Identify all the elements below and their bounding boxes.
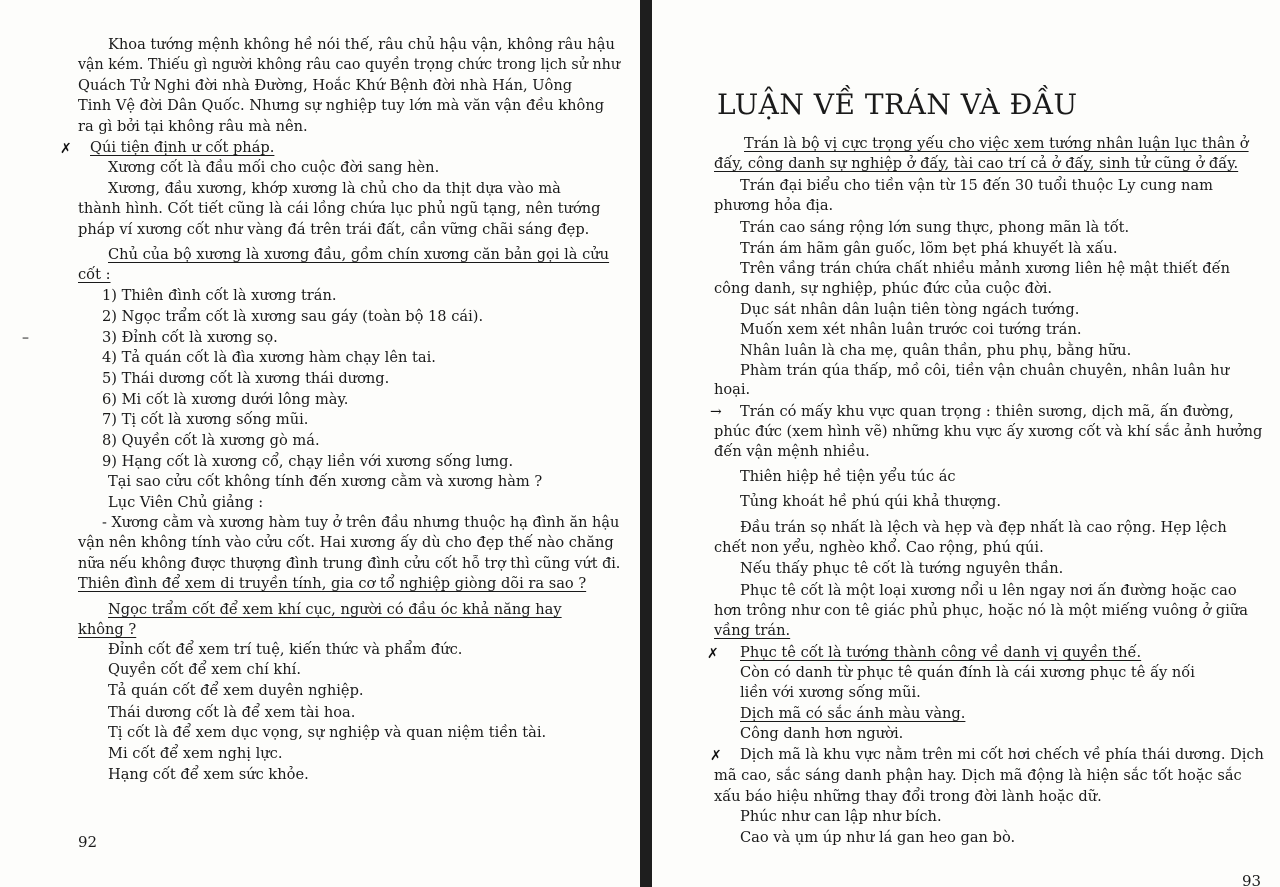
- list-item: 5) Thái dương cốt là xương thái dương.: [102, 370, 390, 387]
- text-line: không ?: [78, 621, 137, 638]
- text-line: nữa nếu không được thượng đình trung đình cửu cốt hỗ trợ thì cũng vứt đi.: [78, 555, 621, 572]
- text-line: Xương, đầu xương, khớp xương là chủ cho da thịt dựa vào mà: [108, 180, 561, 197]
- pen-mark-icon: →: [710, 404, 722, 420]
- section-heading: Qúi tiện định ư cốt pháp.: [90, 139, 275, 156]
- pen-mark-icon: ✗: [707, 646, 719, 662]
- text-line: Chủ của bộ xương là xương đầu, gồm chín xương căn bản gọi là cửu: [108, 246, 610, 263]
- text-line: cốt :: [78, 266, 111, 283]
- page-number: 93: [1242, 872, 1262, 887]
- chapter-title: LUẬN VỀ TRÁN VÀ ĐẦU: [717, 88, 1078, 121]
- text-line: vận nên không tính vào cửu cốt. Hai xương ấy dù cho đẹp thế nào chăng: [78, 534, 614, 551]
- text-line: Thiên đình để xem di truyền tính, gia cơ tổ nghiệp giòng dõi ra sao ?: [78, 575, 587, 592]
- text-line: xấu báo hiệu những thay đổi trong đời lành hoặc dữ.: [714, 788, 1102, 805]
- text-line: phúc đức (xem hình vẽ) những khu vực ấy xương cốt và khí sắc ảnh hưởng: [714, 423, 1263, 440]
- text-line: Trán đại biểu cho tiền vận từ 15 đến 30 tuổi thuộc Ly cung nam: [740, 177, 1213, 194]
- pen-mark-icon: –: [22, 330, 29, 346]
- text-line: Trán có mấy khu vực quan trọng : thiên sương, dịch mã, ấn đường,: [740, 403, 1234, 420]
- text-line: Hạng cốt để xem sức khỏe.: [108, 766, 309, 783]
- text-line: Tinh Vệ đời Dân Quốc. Nhưng sự nghiệp tuy lớn mà văn vận đều không: [78, 97, 605, 114]
- text-line: chết non yểu, nghèo khổ. Cao rộng, phú qúi.: [714, 539, 1044, 556]
- text-line: hoại.: [714, 381, 751, 398]
- text-line: ra gì bởi tại không râu mà nên.: [78, 118, 308, 135]
- text-line: Đầu trán sọ nhất là lệch và hẹp và đẹp nhất là cao rộng. Hẹp lệch: [740, 519, 1227, 536]
- text-line: Phục tê cốt là một loại xương nổi u lên ngay nơi ấn đường hoặc cao: [740, 582, 1237, 599]
- list-item: 6) Mi cốt là xương dưới lông mày.: [102, 391, 349, 408]
- text-line: Khoa tướng mệnh không hề nói thế, râu chủ hậu vận, không râu hậu: [108, 36, 615, 53]
- list-item: 9) Hạng cốt là xương cổ, chạy liền với xương sống lưng.: [102, 453, 514, 470]
- list-item: 7) Tị cốt là xương sống mũi.: [102, 411, 309, 428]
- text-line: Dục sát nhân dân luận tiên tòng ngách tướng.: [740, 301, 1080, 318]
- text-line: Thiên hiệp hề tiện yểu túc ác: [740, 468, 956, 485]
- page-number: 92: [78, 833, 98, 851]
- text-line: Phục tê cốt là tướng thành công về danh vị quyền thế.: [740, 644, 1142, 661]
- text-line: Dịch mã có sắc ánh màu vàng.: [740, 705, 966, 722]
- book-gutter: [640, 0, 652, 887]
- list-item: 2) Ngọc trẩm cốt là xương sau gáy (toàn bộ 18 cái).: [102, 308, 484, 325]
- text-line: vầng trán.: [714, 622, 791, 639]
- text-line: hơn trông như con tê giác phủ phục, hoặc nó là một miếng vuông ở giữa: [714, 602, 1248, 619]
- text-line: Trên vầng trán chứa chất nhiều mảnh xương liên hệ mật thiết đến: [740, 260, 1230, 277]
- text-line: Tị cốt là để xem dục vọng, sự nghiệp và quan niệm tiền tài.: [108, 724, 547, 741]
- text-line: Nhân luân là cha mẹ, quân thần, phu phụ, bằng hữu.: [740, 342, 1132, 359]
- text-line: vận kém. Thiếu gì người không râu cao quyền trọng chức trong lịch sử như: [78, 56, 621, 73]
- pen-mark-icon: ✗: [60, 141, 72, 157]
- text-line: pháp ví xương cốt như vàng đá trên trái đất, cần vững chãi sáng đẹp.: [78, 221, 590, 238]
- text-line: Đỉnh cốt để xem trí tuệ, kiến thức và phẩm đức.: [108, 641, 463, 658]
- text-line: công danh, sự nghiệp, phúc đức của cuộc đời.: [714, 280, 1053, 297]
- text-line: Muốn xem xét nhân luân trước coi tướng trán.: [740, 321, 1082, 338]
- text-line: Tủng khoát hề phú qúi khả thượng.: [740, 493, 1001, 510]
- text-line: đến vận mệnh nhiều.: [714, 443, 870, 460]
- text-line: Còn có danh từ phục tê quán đính là cái xương phục tê ấy nối: [740, 664, 1195, 681]
- text-line: Trán cao sáng rộng lớn sung thực, phong mãn là tốt.: [740, 219, 1130, 236]
- text-line: Mi cốt để xem nghị lực.: [108, 745, 283, 762]
- text-line: - Xương cằm và xương hàm tuy ở trên đầu nhưng thuộc hạ đình ăn hậu: [102, 514, 620, 531]
- text-line: Tả quán cốt để xem duyên nghiệp.: [108, 682, 364, 699]
- text-line: Phàm trán qúa thấp, mồ côi, tiền vận chuân chuyên, nhân luân hư: [740, 362, 1230, 379]
- text-line: Thái dương cốt là để xem tài hoa.: [108, 704, 356, 721]
- text-line: Ngọc trẩm cốt để xem khí cục, người có đầu óc khả năng hay: [108, 601, 562, 618]
- text-line: Cao và ụm úp như lá gan heo gan bò.: [740, 829, 1016, 846]
- text-line: Quách Tử Nghi đời nhà Đường, Hoắc Khứ Bệnh đời nhà Hán, Uông: [78, 77, 573, 94]
- text-line: Công danh hơn người.: [740, 725, 904, 742]
- list-item: 3) Đỉnh cốt là xương sọ.: [102, 329, 278, 346]
- text-line: liền với xương sống mũi.: [740, 684, 921, 701]
- text-line: Phúc như can lập như bích.: [740, 808, 942, 825]
- text-line: đấy, công danh sự nghiệp ở đấy, tài cao trí cả ở đấy, sinh tử cũng ở đấy.: [714, 155, 1239, 172]
- text-line: thành hình. Cốt tiết cũng là cái lồng chứa lục phủ ngũ tạng, nên tướng: [78, 200, 601, 217]
- text-line: Lục Viên Chủ giảng :: [108, 494, 264, 511]
- text-line: Xương cốt là đầu mối cho cuộc đời sang hèn.: [108, 159, 440, 176]
- text-line: Quyền cốt để xem chí khí.: [108, 661, 301, 678]
- text-line: Dịch mã là khu vực nằm trên mi cốt hơi chếch về phía thái dương. Dịch: [740, 746, 1264, 763]
- right-page: [652, 0, 1280, 887]
- text-line: Nếu thấy phục tê cốt là tướng nguyên thần.: [740, 560, 1064, 577]
- text-line: Trán ám hãm gân guốc, lõm bẹt phá khuyết là xấu.: [740, 240, 1118, 257]
- pen-mark-icon: ✗: [710, 748, 722, 764]
- text-line: Trán là bộ vị cực trọng yếu cho việc xem tướng nhân luận lục thân ở: [744, 135, 1249, 152]
- text-line: Tại sao cửu cốt không tính đến xương cằm và xương hàm ?: [108, 473, 543, 490]
- list-item: 1) Thiên đình cốt là xương trán.: [102, 287, 337, 304]
- text-line: phương hỏa địa.: [714, 197, 834, 214]
- list-item: 4) Tả quán cốt là đìa xương hàm chạy lên tai.: [102, 349, 436, 366]
- list-item: 8) Quyền cốt là xương gò má.: [102, 432, 320, 449]
- text-line: mã cao, sắc sáng danh phận hay. Dịch mã động là hiện sắc tốt hoặc sắc: [714, 767, 1242, 784]
